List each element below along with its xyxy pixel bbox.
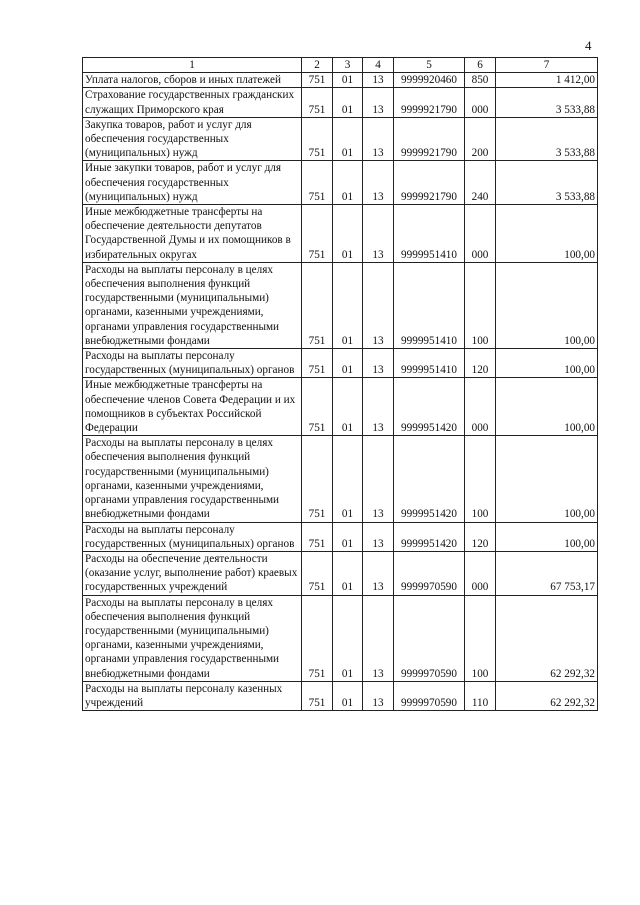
table-row — [83, 436, 598, 522]
row-description: Иные межбюджетные трансферты на обеспечение членов Совета Федерации и их помощников в субъектах Российской Федерации — [83, 378, 302, 436]
section-code: 01 — [333, 378, 363, 436]
expense-type-code: 120 — [465, 349, 496, 378]
row-description: Расходы на выплаты персоналу в целях обеспечения выполнения функций государственными (муниципальными) органами, казенными учреждениями, органами управления государственными внебюджетными фондами — [83, 262, 302, 348]
table-row — [83, 205, 598, 263]
amount: 62 292,32 — [496, 595, 598, 681]
ministry-code: 751 — [302, 595, 333, 681]
subsection-code: 13 — [363, 378, 394, 436]
amount: 100,00 — [496, 262, 598, 348]
table-row — [83, 161, 598, 205]
subsection-code: 13 — [363, 262, 394, 348]
ministry-code: 751 — [302, 117, 333, 161]
ministry-code: 751 — [302, 681, 333, 710]
table-row — [83, 681, 598, 710]
target-article-code: 9999921790 — [394, 88, 465, 117]
section-code: 01 — [333, 205, 363, 263]
header-col-6: 6 — [465, 58, 496, 73]
row-description: Иные межбюджетные трансферты на обеспечение деятельности депутатов Государственной Думы и их помощников в избирательных округах — [83, 205, 302, 263]
section-code: 01 — [333, 522, 363, 551]
subsection-code: 13 — [363, 522, 394, 551]
row-description: Расходы на обеспечение деятельности (оказание услуг, выполнение работ) краевых государственных учреждений — [83, 551, 302, 595]
row-description: Расходы на выплаты персоналу государственных (муниципальных) органов — [83, 522, 302, 551]
expense-type-code: 100 — [465, 436, 496, 522]
expense-type-code: 100 — [465, 595, 496, 681]
target-article-code: 9999970590 — [394, 681, 465, 710]
table-row — [83, 73, 598, 88]
section-code: 01 — [333, 551, 363, 595]
ministry-code: 751 — [302, 349, 333, 378]
ministry-code: 751 — [302, 551, 333, 595]
section-code: 01 — [333, 349, 363, 378]
row-description: Расходы на выплаты персоналу в целях обеспечения выполнения функций государственными (муниципальными) органами, казенными учреждениями, органами управления государственными внебюджетными фондами — [83, 595, 302, 681]
amount: 3 533,88 — [496, 161, 598, 205]
target-article-code: 9999951410 — [394, 262, 465, 348]
target-article-code: 9999921790 — [394, 161, 465, 205]
header-col-4: 4 — [363, 58, 394, 73]
table-row — [83, 262, 598, 348]
amount: 67 753,17 — [496, 551, 598, 595]
ministry-code: 751 — [302, 436, 333, 522]
expense-type-code: 000 — [465, 551, 496, 595]
ministry-code: 751 — [302, 88, 333, 117]
subsection-code: 13 — [363, 436, 394, 522]
subsection-code: 13 — [363, 161, 394, 205]
table-row — [83, 595, 598, 681]
target-article-code: 9999951420 — [394, 436, 465, 522]
expense-type-code: 100 — [465, 262, 496, 348]
subsection-code: 13 — [363, 595, 394, 681]
ministry-code: 751 — [302, 161, 333, 205]
amount: 100,00 — [496, 522, 598, 551]
target-article-code: 9999920460 — [394, 73, 465, 88]
ministry-code: 751 — [302, 522, 333, 551]
target-article-code: 9999921790 — [394, 117, 465, 161]
header-row — [83, 58, 598, 73]
target-article-code: 9999970590 — [394, 551, 465, 595]
expense-type-code: 240 — [465, 161, 496, 205]
table-row — [83, 349, 598, 378]
amount: 100,00 — [496, 205, 598, 263]
expense-type-code: 850 — [465, 73, 496, 88]
section-code: 01 — [333, 262, 363, 348]
target-article-code: 9999951420 — [394, 378, 465, 436]
subsection-code: 13 — [363, 88, 394, 117]
section-code: 01 — [333, 436, 363, 522]
budget-table — [82, 57, 598, 711]
row-description: Расходы на выплаты персоналу казенных учреждений — [83, 681, 302, 710]
expense-type-code: 120 — [465, 522, 496, 551]
table-row — [83, 378, 598, 436]
header-col-1: 1 — [83, 58, 302, 73]
amount: 62 292,32 — [496, 681, 598, 710]
amount: 100,00 — [496, 378, 598, 436]
expense-type-code: 110 — [465, 681, 496, 710]
amount: 100,00 — [496, 349, 598, 378]
page-number: 4 — [585, 38, 592, 53]
header-col-5: 5 — [394, 58, 465, 73]
ministry-code: 751 — [302, 262, 333, 348]
expense-type-code: 000 — [465, 88, 496, 117]
amount: 3 533,88 — [496, 117, 598, 161]
table-row — [83, 88, 598, 117]
row-description: Страхование государственных гражданских служащих Приморского края — [83, 88, 302, 117]
section-code: 01 — [333, 595, 363, 681]
subsection-code: 13 — [363, 117, 394, 161]
ministry-code: 751 — [302, 205, 333, 263]
ministry-code: 751 — [302, 73, 333, 88]
amount: 1 412,00 — [496, 73, 598, 88]
table-row — [83, 522, 598, 551]
target-article-code: 9999951420 — [394, 522, 465, 551]
table-row — [83, 117, 598, 161]
amount: 100,00 — [496, 436, 598, 522]
row-description: Уплата налогов, сборов и иных платежей — [83, 73, 302, 88]
subsection-code: 13 — [363, 551, 394, 595]
section-code: 01 — [333, 161, 363, 205]
amount: 3 533,88 — [496, 88, 598, 117]
section-code: 01 — [333, 73, 363, 88]
row-description: Иные закупки товаров, работ и услуг для обеспечения государственных (муниципальных) нужд — [83, 161, 302, 205]
subsection-code: 13 — [363, 681, 394, 710]
row-description: Закупка товаров, работ и услуг для обеспечения государственных (муниципальных) нужд — [83, 117, 302, 161]
target-article-code: 9999951410 — [394, 205, 465, 263]
subsection-code: 13 — [363, 349, 394, 378]
expense-type-code: 000 — [465, 205, 496, 263]
target-article-code: 9999951410 — [394, 349, 465, 378]
row-description: Расходы на выплаты персоналу государственных (муниципальных) органов — [83, 349, 302, 378]
section-code: 01 — [333, 88, 363, 117]
section-code: 01 — [333, 681, 363, 710]
subsection-code: 13 — [363, 73, 394, 88]
header-col-2: 2 — [302, 58, 333, 73]
header-col-7: 7 — [496, 58, 598, 73]
table-row — [83, 551, 598, 595]
target-article-code: 9999970590 — [394, 595, 465, 681]
subsection-code: 13 — [363, 205, 394, 263]
section-code: 01 — [333, 117, 363, 161]
row-description: Расходы на выплаты персоналу в целях обеспечения выполнения функций государственными (муниципальными) органами, казенными учреждениями, органами управления государственными внебюджетными фондами — [83, 436, 302, 522]
expense-type-code: 000 — [465, 378, 496, 436]
expense-type-code: 200 — [465, 117, 496, 161]
ministry-code: 751 — [302, 378, 333, 436]
header-col-3: 3 — [333, 58, 363, 73]
